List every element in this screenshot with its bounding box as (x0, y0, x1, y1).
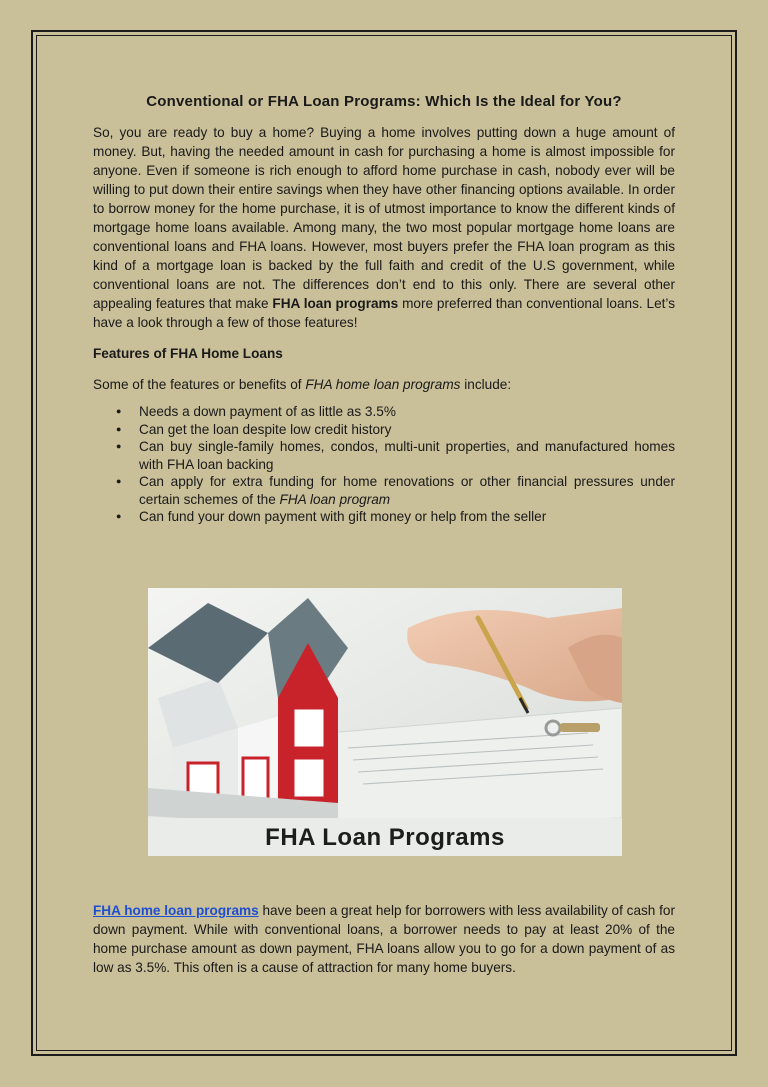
features-intro-start: Some of the features or benefits of (93, 377, 306, 392)
image-caption: FHA Loan Programs (265, 824, 505, 851)
list-item-text: Needs a down payment of as little as 3.5% (139, 404, 396, 419)
list-item-text: Can apply for extra funding for home renovations or other financial pressures under certain schemes of the (139, 474, 675, 507)
list-item-text: Can fund your down payment with gift money or help from the seller (139, 509, 547, 524)
closing-text: have been a great help for borrowers with less availability of cash for down payment. While with conventional loans, a borrower needs to pay at least 20% of the home purchase amount as down payment, FHA loans allow you to go for a down payment of as low as 3.5%. This often is a cause of attraction for many home buyers. (93, 903, 676, 975)
list-item (116, 403, 675, 421)
list-item (116, 473, 675, 508)
features-heading: Features of FHA Home Loans (93, 346, 283, 361)
intro-text-start: So, you are ready to buy a home? Buying a home involves putting down a huge amount of money. But, having the needed amount in cash for purchasing a home is almost impossible for anyone. Even if someone is rich enough to afford home purchase in cash, nobody ever will be willing to put down their entire savings when they have other financing options available. In order to borrow money for the home purchase, it is of utmost importance to know the different kinds of mortgage home loans available. Among many, the two most popular mortgage home loans are conventional loans and FHA loans. However, most buyers prefer the FHA loan program as this kind of a mortgage loan is backed by the full faith and credit of the U.S government, while conventional loans are not. The differences don’t end to this only. There are several other appealing features that make (93, 125, 675, 311)
intro-paragraph (93, 123, 675, 332)
intro-text-end: more preferred than conventional loans. Let’s have a look through a few of those features! (93, 296, 676, 330)
list-item-italic: FHA loan program (279, 491, 391, 507)
list-item (116, 438, 675, 473)
list-item-text: Can buy single-family homes, condos, multi-unit properties, and manufactured homes with FHA loan backing (139, 439, 675, 472)
list-item (116, 421, 675, 439)
features-intro-end: include: (460, 377, 512, 392)
house-loan-photo (148, 588, 622, 856)
features-intro-italic: FHA home loan programs (305, 377, 461, 392)
intro-bold-term: FHA loan programs (272, 296, 399, 311)
list-item (116, 508, 675, 526)
document-title: Conventional or FHA Loan Programs: Which Is the Ideal for You? (146, 93, 622, 110)
list-item-text: Can get the loan despite low credit history (139, 421, 392, 437)
features-list (93, 403, 675, 526)
fha-programs-link[interactable]: FHA home loan programs (93, 903, 259, 918)
house-illustration (148, 588, 622, 856)
features-intro (93, 375, 675, 394)
closing-paragraph (93, 901, 675, 977)
document-body (93, 92, 675, 526)
